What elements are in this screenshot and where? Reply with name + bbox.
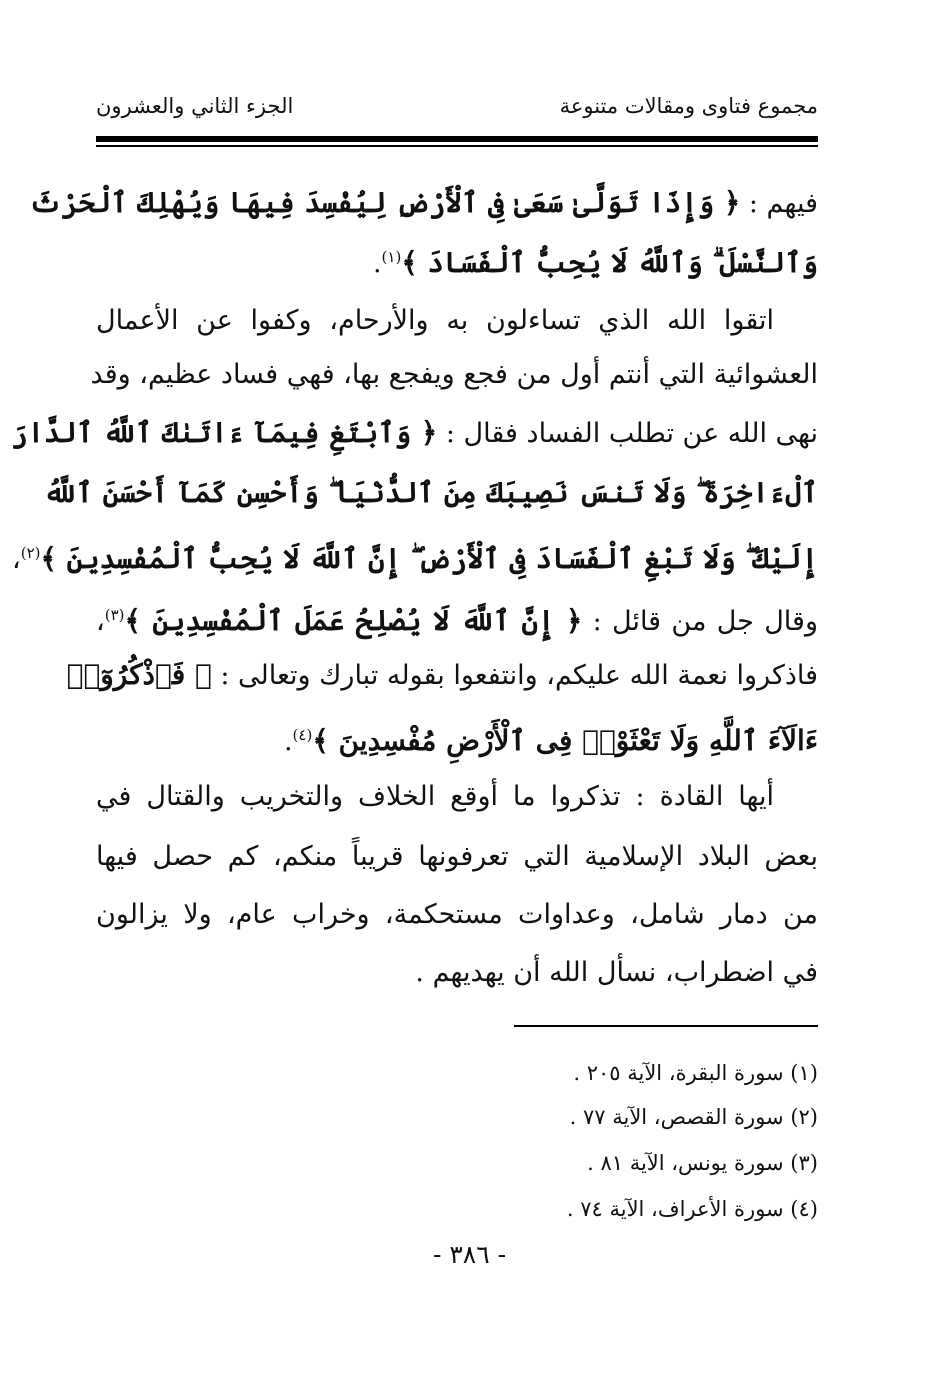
running-header — [96, 88, 818, 132]
text-line — [43, 470, 818, 518]
quran-verse: ﴿ فَٱذْكُرُوٓا۟ — [66, 658, 212, 691]
quran-verse: وَٱلنَّسْلَ ۗ وَٱللَّهُ لَا يُحِبُّ ٱلْفَسَادَ ﴾ — [401, 246, 818, 279]
text-line: إِلَيْكَ ۖ وَلَا تَبْغِ ٱلْفَسَادَ فِى ٱلْأَرْضِ ۖ إِنَّ ٱللَّهَ لَا يُحِبُّ ٱلْمُفْسِدِينَ ﴾$^{(٢)}$، — [12, 542, 818, 575]
text-line: من دمار شامل، وعداوات مستحكمة، وخراب عام، ولا يزالون — [96, 899, 818, 930]
text-line: نهى الله عن تطلب الفساد فقال : ﴿ وَٱبْتَغِ فِيمَآ ءَاتَىٰكَ ٱللَّهُ ٱلدَّارَ — [11, 416, 818, 449]
quran-verse: ﴿ وَٱبْتَغِ فِيمَآ ءَاتَىٰكَ ٱللَّهُ ٱلدَّارَ — [11, 416, 438, 449]
quran-verse: إِلَيْكَ ۖ وَلَا تَبْغِ ٱلْفَسَادَ فِى ٱلْأَرْضِ ۖ إِنَّ ٱللَّهَ لَا يُحِبُّ ٱلْمُفْسِدِينَ ﴾ — [40, 542, 818, 575]
text-line: اتقوا الله الذي تساءلون به والأرحام، وكفوا عن الأعمال — [96, 305, 774, 336]
header-part-label: الجزء الثاني والعشرون — [96, 94, 294, 118]
page-number: - ٣٨٦ - — [432, 1240, 507, 1269]
text-line: العشوائية التي أنتم أول من فجع ويفجع بها، فهي فساد عظيم، وقد — [90, 359, 818, 390]
text-line: وَٱلنَّسْلَ ۗ وَٱللَّهُ لَا يُحِبُّ ٱلْفَسَادَ ﴾$^{(١)}$. — [372, 246, 818, 279]
quran-verse: ٱلْءَاخِرَةَ ۖ وَلَا تَنسَ نَصِيبَكَ مِنَ ٱلدُّنْيَا ۖ وَأَحْسِن كَمَآ أَحْسَنَ ٱللَّهُ — [43, 476, 818, 509]
footnote: (١) سورة البقرة، الآية ٢٠٥ . — [573, 1061, 818, 1085]
text-line: ءَالَآءَ ٱللَّهِ وَلَا تَعْثَوْا۟ فِى ٱلْأَرْضِ مُفْسِدِينَ ﴾$^{(٤)}$. — [283, 724, 818, 757]
text-line: وقال جل من قائل : ﴿ إِنَّ ٱللَّهَ لَا يُصْلِحُ عَمَلَ ٱلْمُفْسِدِينَ ﴾$^{(٣)}$، — [96, 604, 818, 637]
text-line: أيها القادة : تذكروا ما أوقع الخلاف والتخريب والقتال في — [96, 781, 774, 812]
footnote-ref: (٣) — [104, 606, 125, 624]
header-rule-thin — [96, 145, 818, 147]
footnote: (٣) سورة يونس، الآية ٨١ . — [587, 1151, 818, 1175]
footnote-ref: (٤) — [292, 726, 313, 744]
header-book-title: مجموع فتاوى ومقالات متنوعة — [559, 94, 818, 118]
quran-verse: ءَالَآءَ ٱللَّهِ وَلَا تَعْثَوْا۟ فِى ٱلْأَرْضِ مُفْسِدِينَ ﴾ — [312, 724, 818, 757]
header-rule-thick — [96, 136, 818, 142]
quran-verse: ﴿ إِنَّ ٱللَّهَ لَا يُصْلِحُ عَمَلَ ٱلْمُفْسِدِينَ ﴾ — [124, 604, 583, 637]
text-line: بعض البلاد الإسلامية التي تعرفونها قريباً منكم، كم حصل فيها — [96, 841, 818, 872]
footnote: (٢) سورة القصص، الآية ٧٧ . — [569, 1105, 818, 1129]
text-line: في اضطراب، نسأل الله أن يهديهم . — [415, 957, 818, 988]
text-line: فاذكروا نعمة الله عليكم، وانتفعوا بقوله تبارك وتعالى : ﴿ فَٱذْكُرُوٓا۟ — [66, 658, 818, 691]
footnote-ref: (٢) — [20, 544, 41, 562]
footnote: (٤) سورة الأعراف، الآية ٧٤ . — [566, 1197, 818, 1221]
footnote-separator — [514, 1025, 818, 1027]
text-line: فيهم : ﴿ وَإِذَا تَوَلَّىٰ سَعَىٰ فِى ٱلْأَرْضِ لِيُفْسِدَ فِيهَا وَيُهْلِكَ ٱلْحَرْثَ — [29, 186, 818, 219]
quran-verse: ﴿ وَإِذَا تَوَلَّىٰ سَعَىٰ فِى ٱلْأَرْضِ لِيُفْسِدَ فِيهَا وَيُهْلِكَ ٱلْحَرْثَ — [29, 186, 741, 219]
footnote-ref: (١) — [381, 248, 402, 266]
